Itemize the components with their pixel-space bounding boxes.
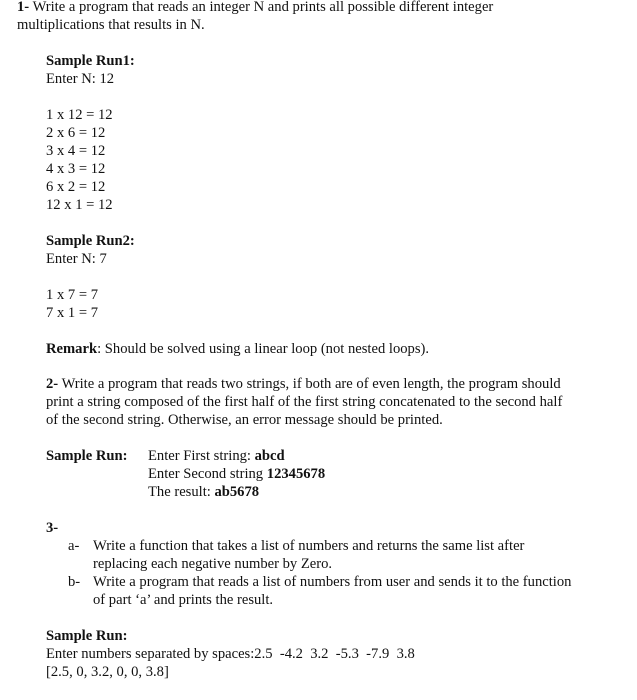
- output-line: 4 x 3 = 12: [46, 161, 106, 177]
- q3-item-a: [68, 537, 524, 573]
- q1-number: 1-: [17, 0, 30, 15]
- q3-item-marker: a-: [68, 538, 80, 554]
- q1-statement: [17, 0, 493, 34]
- q2-text-line1: Write a program that reads two strings, if both are of even length, the program should: [61, 376, 561, 392]
- q3-run-output: [2.5, 0, 3.2, 0, 0, 3.8]: [46, 664, 169, 680]
- output-line: 3 x 4 = 12: [46, 143, 106, 159]
- q1-run2-prompt: Enter N: 7: [46, 251, 107, 267]
- q1-run1-label: Sample Run1:: [46, 53, 135, 69]
- q3-run-input: Enter numbers separated by spaces:2.5 -4.2 3.2 -5.3 -7.9 3.8: [46, 646, 415, 662]
- q1-run2-output: [46, 286, 98, 322]
- q3-item-line2: of part ‘a’ and prints the result.: [93, 592, 274, 608]
- q3-item-marker: b-: [68, 574, 81, 590]
- output-line: 1 x 12 = 12: [46, 107, 113, 123]
- q2-text-line2: print a string composed of the first half of the first string concatenated to the second half: [46, 394, 563, 410]
- q1-run2-label: Sample Run2:: [46, 233, 135, 249]
- output-line: 6 x 2 = 12: [46, 179, 106, 195]
- q2-statement: [46, 375, 562, 429]
- output-line: 12 x 1 = 12: [46, 197, 113, 213]
- q1-text-line1: Write a program that reads an integer N and prints all possible different integer: [32, 0, 494, 15]
- output-line: 7 x 1 = 7: [46, 305, 99, 321]
- q2-line2-prefix: Enter Second string: [148, 466, 267, 482]
- q3-item-b: [68, 573, 571, 609]
- q2-line3-prefix: The result:: [148, 484, 215, 500]
- q2-line1-prefix: Enter First string:: [148, 448, 255, 464]
- q1-run1-output: [46, 106, 113, 214]
- q2-text-line3: of the second string. Otherwise, an error message should be printed.: [46, 412, 443, 428]
- q1-run1: [46, 52, 135, 88]
- q2-line2-value: 12345678: [266, 466, 326, 482]
- q3-run-label: Sample Run:: [46, 628, 128, 644]
- output-line: 2 x 6 = 12: [46, 125, 106, 141]
- q3-item-line1: Write a program that reads a list of numbers from user and sends it to the function: [93, 574, 572, 590]
- q2-number: 2-: [46, 376, 59, 392]
- q3-number: 3-: [46, 520, 59, 536]
- q1-run2: [46, 232, 135, 268]
- q3-item-line1: Write a function that takes a list of numbers and returns the same list after: [93, 538, 525, 554]
- q1-run1-prompt: Enter N: 12: [46, 71, 115, 87]
- remark-text: : Should be solved using a linear loop (not nested loops).: [97, 341, 430, 357]
- q2-run-label: Sample Run:: [46, 448, 128, 464]
- output-line: 1 x 7 = 7: [46, 287, 99, 303]
- q1-text-line2: multiplications that results in N.: [17, 17, 205, 33]
- remark-label: Remark: [46, 341, 98, 357]
- q3-run: [46, 627, 415, 681]
- q1-remark: [46, 340, 429, 358]
- q3-item-line2: replacing each negative number by Zero.: [93, 556, 333, 572]
- q2-line3-value: ab5678: [214, 484, 260, 500]
- q2-run: [148, 447, 325, 501]
- q2-line1-value: abcd: [254, 448, 285, 464]
